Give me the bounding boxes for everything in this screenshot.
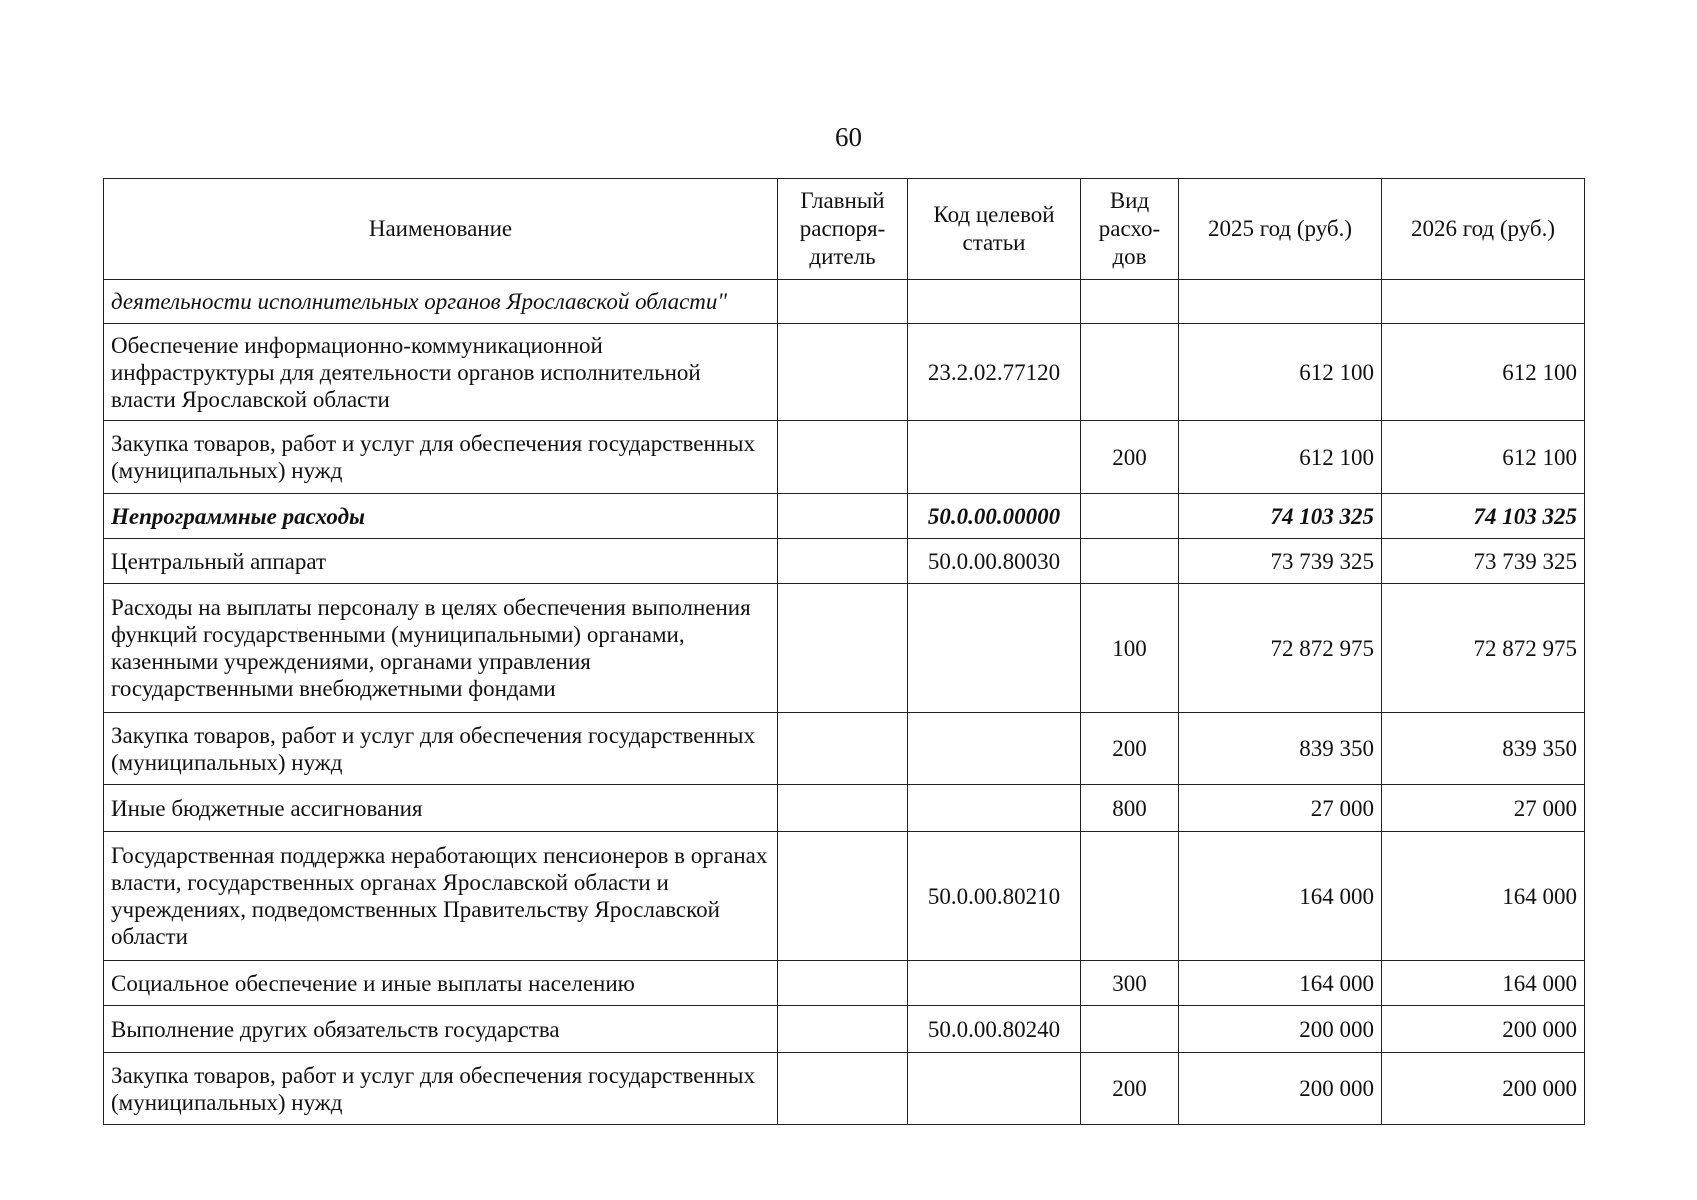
row-y2025: 73 739 325: [1179, 539, 1382, 584]
header-name: Наименование: [104, 179, 778, 280]
header-expense-type: Вид расхо-дов: [1081, 179, 1179, 280]
row-y2026: 164 000: [1382, 961, 1585, 1006]
row-y2025: 612 100: [1179, 421, 1382, 494]
table-row: [104, 961, 1585, 1006]
table-row: [104, 494, 1585, 539]
row-kind: 200: [1081, 1053, 1179, 1125]
table-row: [104, 584, 1585, 713]
header-main-manager: Главный распоря-дитель: [778, 179, 908, 280]
table-row: [104, 324, 1585, 421]
table-row: [104, 785, 1585, 832]
row-y2025: 839 350: [1179, 713, 1382, 785]
page-number: 60: [835, 122, 862, 152]
row-name: Государственная поддержка неработающих пенсионеров в органах власти, государственных органах Ярославской области и учреждениях, подведомственных Правительству Ярославской области: [104, 832, 778, 961]
row-name: Закупка товаров, работ и услуг для обеспечения государственных (муниципальных) нужд: [104, 713, 778, 785]
row-kind: [1081, 1006, 1179, 1053]
row-main: [778, 494, 908, 539]
row-main: [778, 1053, 908, 1125]
row-kind: [1081, 539, 1179, 584]
row-kind: 800: [1081, 785, 1179, 832]
row-y2025: 27 000: [1179, 785, 1382, 832]
row-y2025: 72 872 975: [1179, 584, 1382, 713]
row-y2025: 164 000: [1179, 832, 1382, 961]
row-kind: 100: [1081, 584, 1179, 713]
header-target-code: Код целевой статьи: [908, 179, 1081, 280]
row-main: [778, 324, 908, 421]
row-main: [778, 539, 908, 584]
row-main: [778, 1006, 908, 1053]
header-year-2025: 2025 год (руб.): [1179, 179, 1382, 280]
row-code: 23.2.02.77120: [908, 324, 1081, 421]
row-name: Расходы на выплаты персоналу в целях обеспечения выполнения функций государственными (муниципальными) органами, казенными учреждениями, органами управления государственными внебюджетными фондами: [104, 584, 778, 713]
row-y2026: 839 350: [1382, 713, 1585, 785]
row-y2026: 164 000: [1382, 832, 1585, 961]
row-kind: [1081, 280, 1179, 324]
row-main: [778, 421, 908, 494]
row-y2026: [1382, 280, 1585, 324]
row-y2025: 74 103 325: [1179, 494, 1382, 539]
row-code: [908, 1053, 1081, 1125]
budget-table: [103, 178, 1585, 1125]
row-code: 50.0.00.80030: [908, 539, 1081, 584]
row-kind: 200: [1081, 713, 1179, 785]
row-kind: [1081, 832, 1179, 961]
row-y2026: 74 103 325: [1382, 494, 1585, 539]
row-kind: 300: [1081, 961, 1179, 1006]
row-name: Обеспечение информационно-коммуникационной инфраструктуры для деятельности органов исполнительной власти Ярославской области: [104, 324, 778, 421]
table-row: [104, 539, 1585, 584]
row-y2026: 200 000: [1382, 1006, 1585, 1053]
row-code: [908, 785, 1081, 832]
row-code: 50.0.00.00000: [908, 494, 1081, 539]
row-kind: [1081, 494, 1179, 539]
row-name: Социальное обеспечение и иные выплаты населению: [104, 961, 778, 1006]
header-year-2026: 2026 год (руб.): [1382, 179, 1585, 280]
row-name: деятельности исполнительных органов Ярославской области": [104, 280, 778, 324]
row-name: Непрограммные расходы: [104, 494, 778, 539]
row-main: [778, 832, 908, 961]
row-y2026: 612 100: [1382, 324, 1585, 421]
row-code: [908, 713, 1081, 785]
row-kind: 200: [1081, 421, 1179, 494]
row-name: Закупка товаров, работ и услуг для обеспечения государственных (муниципальных) нужд: [104, 421, 778, 494]
row-y2026: 612 100: [1382, 421, 1585, 494]
row-code: [908, 961, 1081, 1006]
table-row: [104, 832, 1585, 961]
row-code: 50.0.00.80240: [908, 1006, 1081, 1053]
row-code: 50.0.00.80210: [908, 832, 1081, 961]
row-y2025: [1179, 280, 1382, 324]
row-code: [908, 421, 1081, 494]
table-row: [104, 1053, 1585, 1125]
table-header-row: [104, 179, 1585, 280]
row-y2026: 27 000: [1382, 785, 1585, 832]
row-y2026: 72 872 975: [1382, 584, 1585, 713]
row-y2026: 200 000: [1382, 1053, 1585, 1125]
row-main: [778, 785, 908, 832]
table-row: [104, 421, 1585, 494]
row-code: [908, 584, 1081, 713]
row-y2025: 200 000: [1179, 1053, 1382, 1125]
table-row: [104, 280, 1585, 324]
row-code: [908, 280, 1081, 324]
row-main: [778, 961, 908, 1006]
row-main: [778, 713, 908, 785]
table-row: [104, 713, 1585, 785]
row-main: [778, 280, 908, 324]
row-name: Закупка товаров, работ и услуг для обеспечения государственных (муниципальных) нужд: [104, 1053, 778, 1125]
row-kind: [1081, 324, 1179, 421]
row-y2025: 612 100: [1179, 324, 1382, 421]
table-row: [104, 1006, 1585, 1053]
row-name: Центральный аппарат: [104, 539, 778, 584]
row-name: Выполнение других обязательств государства: [104, 1006, 778, 1053]
row-y2025: 164 000: [1179, 961, 1382, 1006]
row-y2025: 200 000: [1179, 1006, 1382, 1053]
row-name: Иные бюджетные ассигнования: [104, 785, 778, 832]
row-main: [778, 584, 908, 713]
row-y2026: 73 739 325: [1382, 539, 1585, 584]
